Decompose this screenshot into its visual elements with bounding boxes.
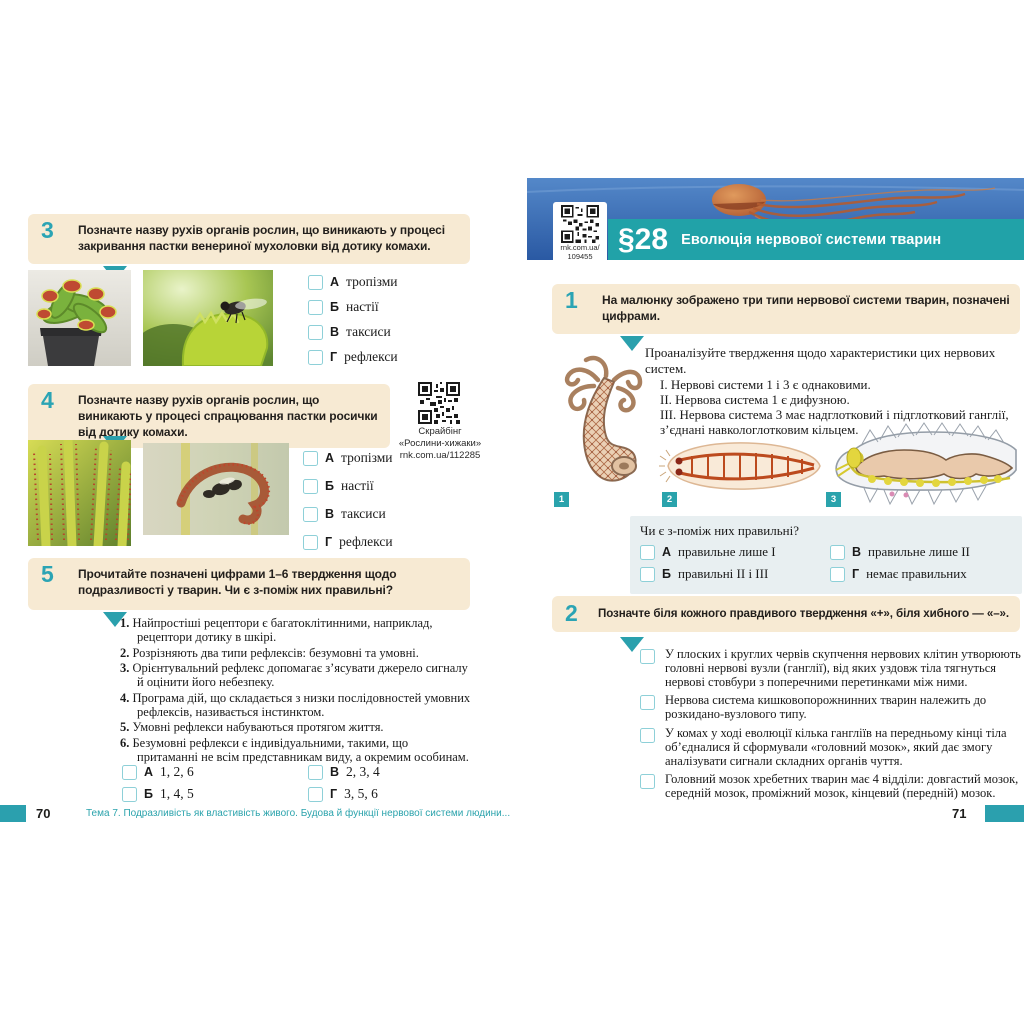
answer-option — [308, 764, 452, 780]
figure-label-3: 3 — [826, 492, 841, 507]
list-item-number: 5. — [120, 720, 130, 734]
answer-option — [308, 786, 452, 802]
checkbox[interactable] — [303, 479, 318, 494]
question-1-intro: Проаналізуйте твердження щодо характеристики цих нервових систем. — [645, 345, 996, 376]
answer-option — [640, 544, 830, 560]
list-item — [120, 720, 472, 734]
question-1-answer-panel — [630, 516, 1022, 594]
list-item — [120, 661, 472, 689]
question-5-answers — [122, 764, 452, 802]
list-item-number: 2. — [120, 645, 130, 660]
statement: II. Нервова система 1 є дифузною. — [660, 392, 850, 407]
option-text: 3, 5, 6 — [344, 786, 378, 801]
checkbox[interactable] — [308, 765, 323, 780]
question-1-prompt: На малюнку зображено три типи нервової системи тварин, позначені цифрами. — [602, 293, 1010, 323]
option-text: 2, 3, 4 — [346, 764, 380, 779]
checkbox[interactable] — [640, 774, 655, 789]
option-letter: Г — [325, 535, 333, 549]
option-text: правильні II і III — [677, 566, 769, 581]
option-text: настії — [340, 478, 374, 493]
option-text: 1, 4, 5 — [159, 786, 194, 801]
qr-code-icon — [561, 205, 599, 243]
qr-code-icon — [418, 382, 460, 424]
question-2-number: 2 — [565, 600, 578, 626]
option-letter: А — [325, 451, 335, 465]
footer-theme-text: Тема 7. Подразливість як властивість живого. Будова й функції нервової системи людини... — [86, 808, 511, 819]
option-letter: Б — [662, 567, 671, 581]
hydra-diffuse-nervous-system-figure — [548, 352, 652, 492]
venus-flytrap-fly-photo — [143, 270, 273, 366]
statement-row — [640, 727, 1024, 768]
footer-accent-bar — [985, 805, 1024, 822]
option-text: рефлекси — [344, 349, 398, 364]
question-4-prompt: Позначте назву рухів органів рослин, що виникають у процесі спрацювання пастки росички від дотику комахи. — [78, 393, 378, 439]
sundew-curled-leaf-photo — [143, 443, 289, 535]
checkbox[interactable] — [308, 350, 323, 365]
insect-ganglia-nervous-system-figure — [828, 418, 1022, 508]
checkbox[interactable] — [640, 695, 655, 710]
triangle-pointer-icon — [620, 336, 644, 351]
question-4-box — [28, 384, 390, 448]
statement-row — [640, 648, 1024, 689]
answer-option — [830, 544, 1012, 560]
answer-option — [830, 566, 1012, 582]
answer-option — [303, 534, 393, 550]
option-letter: В — [852, 545, 862, 559]
question-3-number: 3 — [41, 217, 54, 243]
checkbox[interactable] — [308, 300, 323, 315]
option-letter: Г — [330, 787, 338, 801]
question-2-prompt: Позначте біля кожного правдивого твердження «+», біля хибного — «–». — [598, 607, 1010, 620]
section-title-band — [608, 219, 1024, 260]
list-item-text: Програма дій, що складається з низки послідовностей умовних рефлексів, називається інстинктом. — [132, 690, 471, 719]
answer-option — [122, 764, 308, 780]
list-item-number: 1. — [120, 616, 130, 630]
option-text: таксиси — [341, 506, 386, 521]
checkbox[interactable] — [640, 545, 655, 560]
planaria-ladder-nervous-system-figure — [658, 436, 824, 496]
statement: I. Нервові системи 1 і 3 є однаковими. — [660, 377, 871, 392]
question-4-options — [303, 450, 393, 550]
list-item-text: Орієнтувальний рефлекс допомагає з’ясувати джерело сигналу й оцінити його небезпеку. — [132, 661, 468, 689]
statement-text: Нервова система кишковопорожнинних тварин належить до розкидано-вузлового типу. — [665, 693, 987, 722]
header-qr-card — [553, 202, 607, 266]
option-text: рефлекси — [339, 534, 393, 549]
option-text: тропізми — [341, 450, 393, 465]
answer-option — [308, 299, 398, 315]
list-item-number: 3. — [120, 661, 130, 675]
answer-option — [122, 786, 308, 802]
statement-text: У плоских і круглих червів скупчення нервових клітин утворюють головні нервові вузли (ганглії), від яких уздовж тіла тягнуться нервові стовбури з поперечними перетинками між ними. — [665, 647, 1021, 689]
checkbox[interactable] — [122, 787, 137, 802]
question-2-box — [552, 596, 1020, 632]
venus-flytrap-pot-photo — [28, 270, 131, 366]
figure-label-1: 1 — [554, 492, 569, 507]
question-3-box — [28, 214, 470, 264]
option-letter: Б — [330, 300, 339, 314]
answer-option — [303, 478, 393, 494]
qr-caption-line: rnk.com.ua/112285 — [399, 450, 481, 461]
checkbox[interactable] — [830, 545, 845, 560]
question-5-list — [120, 616, 472, 765]
question-5-prompt: Прочитайте позначені цифрами 1–6 твердження щодо подразливості у тварин. Чи є з-поміж них правильні? — [78, 567, 397, 597]
figure-label-2: 2 — [662, 492, 677, 507]
option-letter: А — [330, 275, 340, 289]
option-text: 1, 2, 6 — [160, 764, 194, 779]
list-item-number: 6. — [120, 735, 130, 750]
page-number: 70 — [36, 806, 51, 821]
answer-option — [303, 506, 393, 522]
option-letter: Б — [144, 787, 153, 801]
section-title: Еволюція нервової системи тварин — [681, 231, 942, 248]
qr-caption — [390, 426, 490, 462]
option-text: немає правильних — [866, 566, 967, 581]
footer-accent-bar — [0, 805, 26, 822]
statement-text: Головний мозок хребетних тварин має 4 відділи: довгастий мозок, середній мозок, проміжний мозок, кінцевий (передній) мозок. — [665, 772, 1019, 801]
checkbox[interactable] — [308, 787, 323, 802]
qr-caption-line: «Рослини-хижаки» — [398, 438, 482, 449]
qr-caption — [560, 243, 599, 261]
list-item-number: 4. — [120, 690, 130, 705]
sundew-macro-photo — [28, 440, 131, 546]
option-text: тропізми — [346, 274, 398, 289]
page-number: 71 — [952, 806, 967, 821]
option-letter: Г — [330, 350, 338, 364]
answer-option — [308, 274, 398, 290]
question-5-box — [28, 558, 470, 610]
option-letter: Г — [852, 567, 860, 581]
qr-caption-line: rnk.com.ua/ — [560, 243, 600, 252]
checkbox[interactable] — [308, 325, 323, 340]
page-71 — [512, 0, 1024, 1024]
list-item-text: Умовні рефлекси набуваються протягом життя. — [132, 720, 384, 734]
list-item-text: Безумовні рефлекси є індивідуальними, такими, що притаманні не всім представникам виду, а окремим особинам. — [132, 735, 469, 764]
checkbox[interactable] — [640, 728, 655, 743]
answer-option — [308, 349, 398, 365]
option-letter: А — [144, 765, 154, 779]
question-5-number: 5 — [41, 561, 54, 587]
question-1-number: 1 — [565, 287, 578, 313]
option-text: таксиси — [346, 324, 391, 339]
list-item — [120, 691, 472, 719]
list-item-text: Розрізняють два типи рефлексів: безумовні та умовні. — [132, 645, 419, 660]
question-3-options — [308, 274, 398, 365]
list-item — [120, 646, 472, 660]
checkbox[interactable] — [303, 535, 318, 550]
list-item-text: Найпростіші рецептори є багатоклітинними, наприклад, рецептори дотику в шкірі. — [132, 616, 433, 644]
qr-caption-line: Скрайбінг — [418, 426, 462, 437]
checkbox[interactable] — [830, 567, 845, 582]
question-4-number: 4 — [41, 387, 54, 413]
option-letter: В — [330, 325, 340, 339]
paragraph-sign: §28 — [618, 222, 669, 256]
statement: III. Нервова система 3 має надглотковий і підглотковий ганглії, з’єднані навкологлотковим кільцем. — [660, 407, 1009, 437]
checkbox[interactable] — [308, 275, 323, 290]
option-letter: Б — [325, 479, 334, 493]
checkbox[interactable] — [303, 507, 318, 522]
checkbox[interactable] — [640, 567, 655, 582]
option-letter: В — [330, 765, 340, 779]
question-1-box — [552, 284, 1020, 334]
checkbox[interactable] — [303, 451, 318, 466]
question-2-statements — [640, 648, 1024, 806]
option-letter: А — [662, 545, 672, 559]
option-letter: В — [325, 507, 335, 521]
statement-row — [640, 773, 1024, 801]
answer-option — [303, 450, 393, 466]
statement-text: У комах у ході еволюції кілька гангліїв на передньому кінці тіла об’єдналися й сформували «головний мозок», який дає змогу аналізувати сигнали складних органів чуття. — [665, 725, 1007, 768]
answer-option — [308, 324, 398, 340]
qr-caption-line: 109455 — [567, 252, 593, 261]
checkbox[interactable] — [122, 765, 137, 780]
question-3-prompt: Позначте назву рухів органів рослин, що виникають у процесі закривання пастки венериної мухоловки від дотику комахи. — [78, 223, 445, 253]
list-item — [120, 616, 472, 644]
statement-row — [640, 694, 1024, 722]
option-text: правильне лише I — [678, 544, 776, 559]
checkbox[interactable] — [640, 649, 655, 664]
answer-option — [640, 566, 830, 582]
option-text: правильне лише II — [868, 544, 970, 559]
question-1-subquestion: Чи є з-поміж них правильні? — [640, 523, 799, 538]
list-item — [120, 736, 472, 764]
option-text: настії — [345, 299, 379, 314]
